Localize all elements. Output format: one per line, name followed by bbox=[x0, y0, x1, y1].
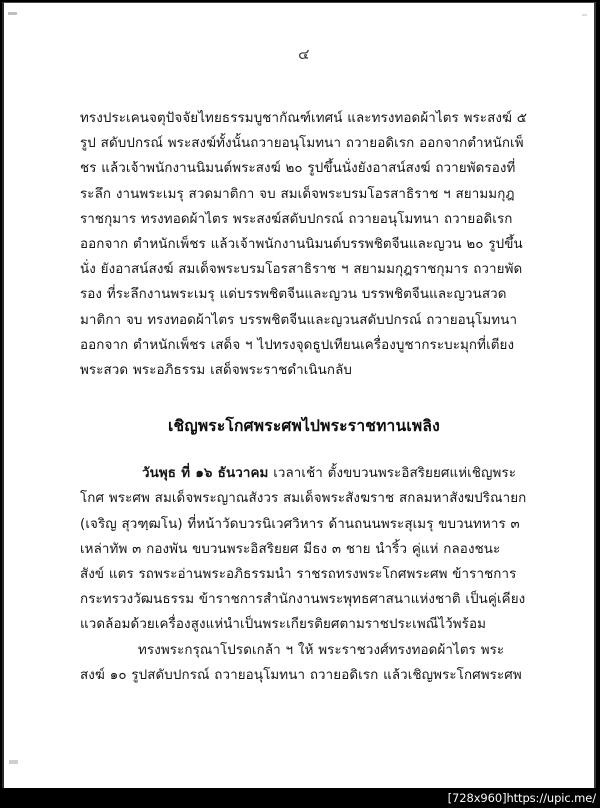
paragraph-1-line-9: จบ ทรงทอดผ้าไตร บรรพชิตจีนและญวนสดับปกรณ์ ถวายอนุโมทนา ออกจาก bbox=[80, 312, 518, 353]
page-text-column bbox=[80, 47, 528, 688]
paragraph-1-line-3: แล้วเจ้าพนักงานนิมนต์พระสงฆ์ ๒๐ รูปขึ้นนั่งยังอาสน์สงฆ์ ถวายพัดรองที่ระลึก bbox=[80, 161, 516, 202]
scan-artifact-bottom-left bbox=[9, 760, 18, 764]
section-heading: เชิญพระโกศพระศพไปพระราชทานเพลิง bbox=[168, 417, 440, 436]
paragraph-2-line-3: (เจริญ สุวฑฺฒโน) ที่หน้าวัดบวรนิเวศวิหาร ด้านถนนพระสุเมรุ ขบวนทหาร bbox=[80, 516, 506, 532]
watermark-bar bbox=[0, 788, 600, 808]
scan-artifact-top-left bbox=[8, 12, 17, 15]
paragraph-3 bbox=[80, 638, 528, 688]
folio-page-number: ๔ bbox=[298, 45, 310, 63]
paragraph-2 bbox=[80, 461, 528, 637]
paragraph-2-line-7: แวดล้อมด้วยเครื่องสูงแห่นำเป็นพระเกียรติยศตามราชประเพณีไว้พร้อม bbox=[80, 617, 487, 633]
paragraph-2-line-5: สังข์ แตร รถพระอ่านพระอภิธรรมนำ ราชรถทรงพระโกศพระศพ ข้าราชการ bbox=[80, 567, 517, 583]
paragraph-3-line-1: ทรงพระกรุณาโปรดเกล้า ฯ ให้ พระราชวงศ์ทรงทอดผ้าไตร พระสงฆ์ bbox=[80, 642, 505, 683]
paragraph-1-line-8: ที่ระลึกงานพระเมรุ แด่บรรพชิตจีนและญวน บรรพชิตจีนและญวนสวดมาติกา bbox=[80, 287, 507, 328]
watermark-dimensions: [728x960] bbox=[447, 791, 507, 805]
scan-artifact-top-right bbox=[582, 14, 587, 16]
paragraph-2-line-2: พระศพ สมเด็จพระญาณสังวร สมเด็จพระสังฆราช สกลมหาสังฆปริณายก bbox=[108, 491, 527, 507]
paragraph-2-line-4: ๓ เหล่าทัพ ๓ กองพัน ขบวนพระอิสริยยศ มีธง ๓ ชาย นำริ้ว คู่แห่ กลองชนะ bbox=[80, 516, 520, 557]
paragraph-1-line-11: พระอภิธรรม เสด็จพระราชดำเนินกลับ bbox=[132, 363, 353, 379]
watermark-url[interactable]: https://upic.me/ bbox=[506, 791, 596, 805]
paragraph-3-line-2: ๑๐ รูปสดับปกรณ์ ถวายอนุโมทนา ถวายอดิเรก แล้วเชิญพระโกศพระศพ bbox=[109, 667, 522, 683]
paragraph-2-line-1: เวลาเช้า ตั้งขบวนพระอิสริยยศแห่เชิญพระโกศ bbox=[80, 466, 517, 507]
paragraph-1-line-2: สดับปกรณ์ พระสงฆ์ทั้งนั้นถวายอนุโมทนา ถวายอดิเรก ออกจากตำหนักเพ็ชร bbox=[80, 136, 524, 177]
paragraph-2-lead-bold: วันพุธ ที่ ๑๖ ธันวาคม bbox=[142, 466, 269, 482]
paragraph-2-line-6: กระทรวงวัฒนธรรม ข้าราชการสำนักงานพระพุทธศาสนาแห่งชาติ เป็นคู่เคียง bbox=[80, 592, 526, 608]
scanned-page-sheet bbox=[2, 2, 596, 788]
paragraph-1-line-1: ทรงประเคนจตุปัจจัยไทยธรรมบูชากัณฑ์เทศน์ และทรงทอดผ้าไตร พระสงฆ์ ๕ รูป bbox=[80, 111, 528, 152]
paragraph-1-line-10: ตำหนักเพ็ชร เสด็จ ฯ ไปทรงจุดธูปเทียนเครื่องบูชากระบะมุกที่เตียงพระสวด bbox=[80, 337, 515, 379]
paragraph-1-line-7: ยังอาสน์สงฆ์ สมเด็จพระบรมโอรสาธิราช ฯ สยามมกุฎราชกุมาร ถวายพัดรอง bbox=[80, 262, 523, 303]
paragraph-1-line-5: ทรงทอดผ้าไตร พระสงฆ์สดับปกรณ์ ถวายอนุโมทนา ถวายอดิเรก ออกจาก bbox=[80, 211, 513, 253]
paragraph-1-line-6: ตำหนักเพ็ชร แล้วเจ้าพนักงานนิมนต์บรรพชิตจีนและญวน ๒๐ รูปขึ้นนั่ง bbox=[80, 237, 523, 278]
paragraph-1 bbox=[80, 106, 528, 383]
paragraph-1-line-4: งานพระเมรุ สวดมาติกา จบ สมเด็จพระบรมโอรสาธิราช ฯ สยามมกุฎราชกุมาร bbox=[80, 186, 515, 227]
